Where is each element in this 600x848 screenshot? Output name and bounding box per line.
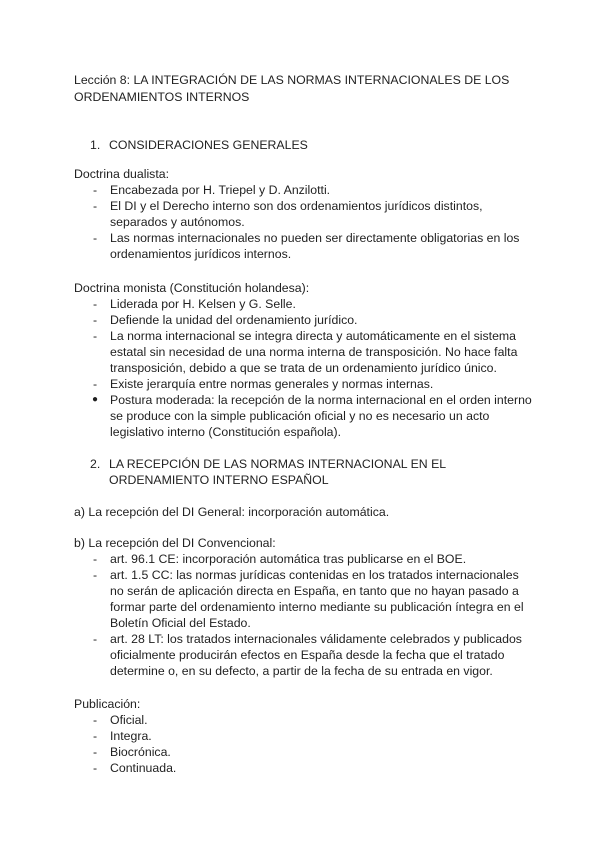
dash-marker: - [92, 183, 98, 197]
dash-marker: - [92, 713, 98, 727]
list-item: ● Postura moderada: la recepción de la norma internacional en el orden interno se produce con la simple publicación oficial y no es necesario un acto legislativo interno (Constitución española). [91, 393, 532, 439]
recepcion-general: a) La recepción del DI General: incorporación automática. [74, 505, 390, 519]
dash-marker: - [92, 745, 98, 759]
list-item: - El DI y el Derecho interno son dos ordenamientos jurídicos distintos, separados y autónomos. [74, 198, 534, 230]
list-item: - Defiende la unidad del ordenamiento jurídico. [74, 312, 534, 328]
dash-marker: - [92, 552, 98, 566]
convencional-heading: b) La recepción del DI Convencional: [74, 536, 276, 550]
publicacion-list [74, 712, 534, 776]
list-item: - La norma internacional se integra directa y automáticamente en el sistema estatal sin necesidad de una norma interna de transposición. No hace falta transposición, debido a que se trata de un ordenamiento jurídico único. [74, 328, 534, 376]
bullet-marker: ● [91, 394, 99, 405]
list-item: - Biocrónica. [74, 744, 534, 760]
dash-marker: - [92, 377, 98, 391]
list-item: - Encabezada por H. Triepel y D. Anzilotti. [74, 182, 534, 198]
dash-marker: - [92, 729, 98, 743]
dash-marker: - [92, 632, 98, 646]
list-item: - Continuada. [74, 760, 534, 776]
section-title: LA RECEPCIÓN DE LAS NORMAS INTERNACIONAL EN EL ORDENAMIENTO INTERNO ESPAÑOL [109, 457, 446, 487]
list-item: - Existe jerarquía entre normas generales y normas internas. [74, 376, 534, 392]
dash-marker: - [92, 231, 98, 245]
list-item: - Las normas internacionales no pueden ser directamente obligatorias en los ordenamientos jurídicos internos. [74, 230, 534, 262]
dash-marker: - [92, 568, 98, 582]
section-number: 2. [90, 457, 101, 471]
dash-marker: - [92, 297, 98, 311]
dash-marker: - [92, 199, 98, 213]
monista-list [74, 296, 534, 440]
publicacion-heading: Publicación: [74, 697, 141, 711]
monista-heading: Doctrina monista (Constitución holandesa): [74, 281, 310, 295]
dualista-heading: Doctrina dualista: [74, 167, 170, 181]
dash-marker: - [92, 329, 98, 343]
dualista-list [74, 182, 534, 262]
lesson-title: Lección 8: LA INTEGRACIÓN DE LAS NORMAS INTERNACIONALES DE LOS ORDENAMIENTOS INTERNOS [74, 73, 510, 104]
list-item: - art. 96.1 CE: incorporación automática tras publicarse en el BOE. [74, 551, 534, 567]
list-item: - Integra. [74, 728, 534, 744]
list-item: - Liderada por H. Kelsen y G. Selle. [74, 296, 534, 312]
dash-marker: - [92, 761, 98, 775]
dash-marker: - [92, 313, 98, 327]
list-item: - art. 28 LT: los tratados internacionales válidamente celebrados y publicados oficialmente producirán efectos en España desde la fecha que el tratado determine o, en su defecto, a partir de la fecha de su entrada en vigor. [74, 631, 534, 679]
section-number: 1. [90, 138, 101, 152]
section-title: CONSIDERACIONES GENERALES [109, 138, 308, 152]
convencional-list [74, 551, 534, 679]
list-item: - Oficial. [74, 712, 534, 728]
list-item: - art. 1.5 CC: las normas jurídicas contenidas en los tratados internacionales no serán de aplicación directa en España, en tanto que no hayan pasado a formar parte del ordenamiento interno mediante su publicación íntegra en el Boletín Oficial del Estado. [74, 567, 534, 631]
